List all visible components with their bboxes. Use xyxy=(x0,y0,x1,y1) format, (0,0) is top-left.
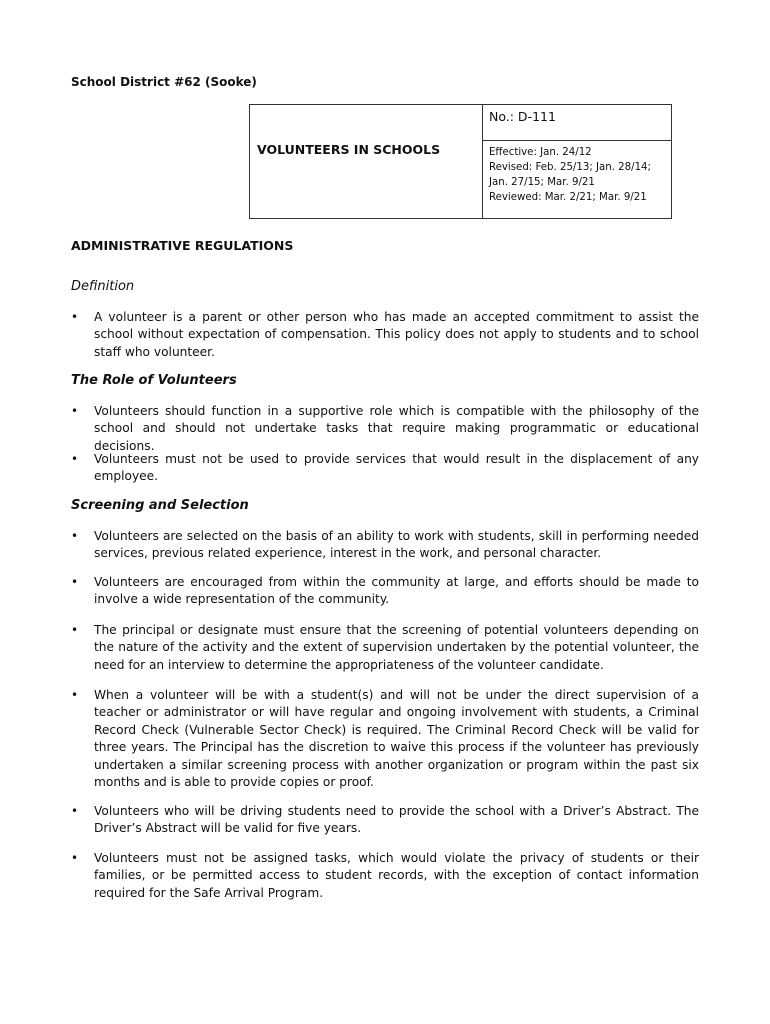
policy-title-cell xyxy=(250,105,483,218)
list-item xyxy=(71,403,699,455)
list-item xyxy=(71,803,699,838)
effective-date: Effective: Jan. 24/12 xyxy=(489,147,592,158)
list-item xyxy=(71,687,699,791)
list-item xyxy=(71,622,699,674)
reviewed-dates: Reviewed: Mar. 2/21; Mar. 9/21 xyxy=(489,192,647,203)
policy-number-cell xyxy=(483,105,671,141)
list-item xyxy=(71,309,699,361)
bullet-icon: • xyxy=(71,529,79,543)
district-name: School District #62 (Sooke) xyxy=(71,75,257,89)
list-item xyxy=(71,528,699,563)
bullet-icon: • xyxy=(71,688,79,702)
list-item-text: The principal or designate must ensure that the screening of potential volunteers depending on the nature of the activity and the extent of supervision undertaken by the potential volunteer, the need for an interview to determine the appropriateness of the volunteer candidate. xyxy=(94,623,699,672)
policy-header-table xyxy=(249,104,672,219)
screening-heading: Screening and Selection xyxy=(71,498,249,513)
bullet-icon: • xyxy=(71,404,79,418)
revised-dates: Revised: Feb. 25/13; Jan. 28/14; xyxy=(489,162,651,173)
list-item-text: Volunteers are encouraged from within the community at large, and efforts should be made to involve a wide representation of the community. xyxy=(94,575,699,607)
revised-dates-cont: Jan. 27/15; Mar. 9/21 xyxy=(489,177,595,188)
bullet-icon: • xyxy=(71,575,79,589)
list-item-text: Volunteers who will be driving students need to provide the school with a Driver’s Abstract. The Driver’s Abstract will be valid for five years. xyxy=(94,804,699,836)
list-item xyxy=(71,451,699,486)
policy-number: No.: D-111 xyxy=(489,109,556,124)
policy-title: VOLUNTEERS IN SCHOOLS xyxy=(257,142,441,157)
list-item-text: Volunteers must not be used to provide services that would result in the displacement of any employee. xyxy=(94,452,699,484)
list-item-text: When a volunteer will be with a student(s) and will not be under the direct supervision of a teacher or administrator or will have regular and ongoing involvement with students, a Criminal Record Check (Vulnerable Sector Check) is required. The Criminal Record Check will be valid for three years. The Principal has the discretion to waive this process if the volunteer has previously undertaken a similar screening process with another organization or program within the past six months and is able to provide copies or proof. xyxy=(94,688,699,790)
role-heading: The Role of Volunteers xyxy=(71,373,237,388)
list-item-text: Volunteers are selected on the basis of an ability to work with students, skill in performing needed services, previous related experience, interest in the work, and personal character. xyxy=(94,529,699,561)
admin-regulations-heading: ADMINISTRATIVE REGULATIONS xyxy=(71,238,294,253)
bullet-icon: • xyxy=(71,452,79,466)
bullet-icon: • xyxy=(71,804,79,818)
list-item-text: Volunteers must not be assigned tasks, which would violate the privacy of students or their families, or be permitted access to student records, with the exception of contact information required for the Safe Arrival Program. xyxy=(94,851,699,900)
policy-dates xyxy=(489,145,651,205)
bullet-icon: • xyxy=(71,310,79,324)
list-item xyxy=(71,574,699,609)
definition-heading: Definition xyxy=(71,279,135,294)
bullet-icon: • xyxy=(71,623,79,637)
bullet-icon: • xyxy=(71,851,79,865)
list-item-text: A volunteer is a parent or other person who has made an accepted commitment to assist the school without expectation of compensation. This policy does not apply to students and to school staff who volunteer. xyxy=(94,310,699,359)
list-item-text: Volunteers should function in a supportive role which is compatible with the philosophy of the school and should not undertake tasks that require making programmatic or educational decisions. xyxy=(94,404,699,453)
list-item xyxy=(71,850,699,902)
